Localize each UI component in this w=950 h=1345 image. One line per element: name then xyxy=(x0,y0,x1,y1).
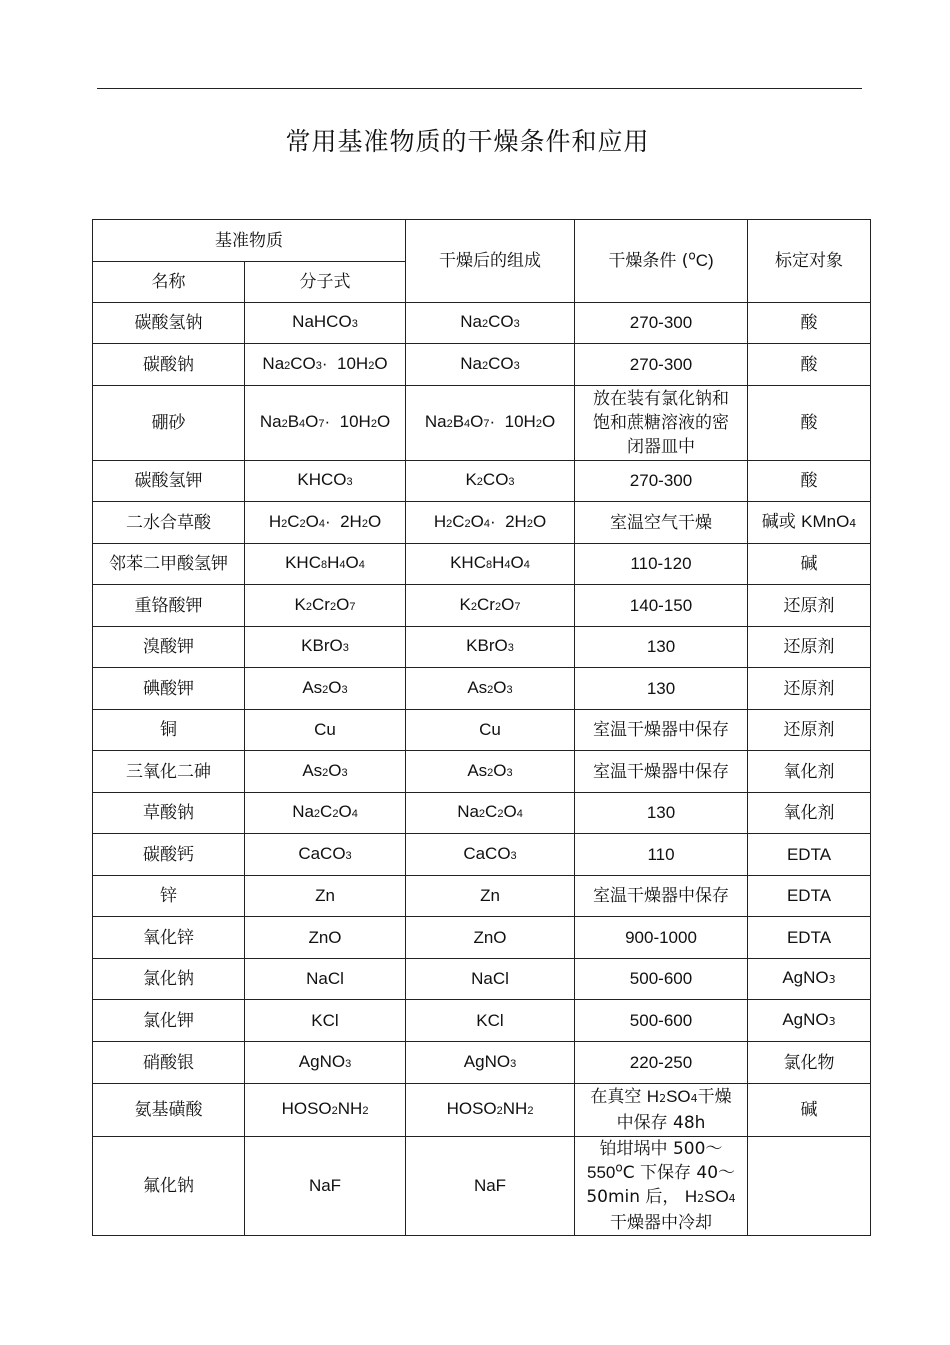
cell-cond: 130 xyxy=(575,627,748,668)
table-row xyxy=(93,1042,871,1084)
cell-dried: ZnO xyxy=(406,917,575,959)
cell-name: 氟化钠 xyxy=(93,1137,245,1236)
cell-target: 还原剂 xyxy=(748,585,871,627)
cell-dried: K2Cr2O7 xyxy=(406,585,575,627)
cell-dried: As2O3 xyxy=(406,668,575,710)
cell-formula: Na2CO3· 10H2O xyxy=(245,344,406,386)
table-row xyxy=(93,876,871,917)
cell-dried: K2CO3 xyxy=(406,461,575,502)
cell-cond: 室温空气干燥 xyxy=(575,502,748,544)
cell-dried: KBrO3 xyxy=(406,627,575,668)
cell-dried: Na2CO3 xyxy=(406,344,575,386)
cell-formula: NaHCO3 xyxy=(245,303,406,344)
cell-formula: As2O3 xyxy=(245,668,406,710)
cell-formula: KHC8H4O4 xyxy=(245,544,406,585)
cell-cond: 270-300 xyxy=(575,344,748,386)
cell-cond: 110 xyxy=(575,834,748,876)
cell-target: AgNO3 xyxy=(748,1000,871,1042)
table-row xyxy=(93,461,871,502)
cell-name: 碳酸氢钠 xyxy=(93,303,245,344)
cell-cond: 270-300 xyxy=(575,461,748,502)
table-row xyxy=(93,1137,871,1236)
cell-name: 氯化钾 xyxy=(93,1000,245,1042)
cell-name: 氧化锌 xyxy=(93,917,245,959)
cell-formula: Cu xyxy=(245,710,406,751)
drying-conditions-table xyxy=(92,219,871,1236)
table-row xyxy=(93,793,871,834)
table-row xyxy=(93,344,871,386)
header-name: 名称 xyxy=(93,262,245,303)
table-row xyxy=(93,959,871,1000)
cell-cond: 500-600 xyxy=(575,959,748,1000)
table-row xyxy=(93,386,871,461)
cell-name: 溴酸钾 xyxy=(93,627,245,668)
cell-cond: 室温干燥器中保存 xyxy=(575,710,748,751)
cell-target: 氧化剂 xyxy=(748,793,871,834)
cell-dried: Zn xyxy=(406,876,575,917)
top-rule xyxy=(97,88,862,89)
cell-dried: NaCl xyxy=(406,959,575,1000)
cell-target: EDTA xyxy=(748,834,871,876)
cell-formula: KHCO3 xyxy=(245,461,406,502)
cell-name: 二水合草酸 xyxy=(93,502,245,544)
cell-target: 酸 xyxy=(748,344,871,386)
cell-name: 硝酸银 xyxy=(93,1042,245,1084)
cell-dried: Na2B4O7· 10H2O xyxy=(406,386,575,461)
cell-formula: KCl xyxy=(245,1000,406,1042)
table-row xyxy=(93,834,871,876)
cell-dried: KCl xyxy=(406,1000,575,1042)
table-row xyxy=(93,1000,871,1042)
header-dried: 干燥后的组成 xyxy=(406,220,575,303)
cell-cond: 900-1000 xyxy=(575,917,748,959)
cell-name: 碳酸氢钾 xyxy=(93,461,245,502)
cell-target: 碱 xyxy=(748,544,871,585)
cell-dried: Cu xyxy=(406,710,575,751)
table-row xyxy=(93,627,871,668)
cell-formula: ZnO xyxy=(245,917,406,959)
cell-name: 碳酸钠 xyxy=(93,344,245,386)
cell-dried: NaF xyxy=(406,1137,575,1236)
cell-target: 氧化剂 xyxy=(748,751,871,793)
cell-target: 酸 xyxy=(748,461,871,502)
cell-formula: HOSO2NH2 xyxy=(245,1084,406,1137)
table-row xyxy=(93,303,871,344)
cell-dried: Na2CO3 xyxy=(406,303,575,344)
cell-name: 铜 xyxy=(93,710,245,751)
cell-name: 三氧化二砷 xyxy=(93,751,245,793)
cell-cond: 110-120 xyxy=(575,544,748,585)
header-row xyxy=(93,220,871,262)
cell-formula: NaF xyxy=(245,1137,406,1236)
table-row xyxy=(93,668,871,710)
cell-formula: CaCO3 xyxy=(245,834,406,876)
cell-target: 碱 xyxy=(748,1084,871,1137)
cell-target: EDTA xyxy=(748,917,871,959)
page-title: 常用基准物质的干燥条件和应用 xyxy=(285,127,650,156)
cell-formula: As2O3 xyxy=(245,751,406,793)
cell-name: 氨基磺酸 xyxy=(93,1084,245,1137)
cell-cond: 130 xyxy=(575,793,748,834)
header-group: 基准物质 xyxy=(93,220,406,262)
cell-target: EDTA xyxy=(748,876,871,917)
cell-name: 锌 xyxy=(93,876,245,917)
header-formula: 分子式 xyxy=(245,262,406,303)
cell-target xyxy=(748,1137,871,1236)
cell-formula: Zn xyxy=(245,876,406,917)
cell-cond: 在真空 H2SO4干燥 中保存 48h xyxy=(575,1084,748,1137)
cell-cond: 铂坩埚中 500～ 550$^o$C 下保存 40～ 50min 后， H2SO4 干燥器中冷却 xyxy=(575,1137,748,1236)
table-row xyxy=(93,710,871,751)
cell-formula: Na2C2O4 xyxy=(245,793,406,834)
table-row xyxy=(93,1084,871,1137)
cell-cond: 500-600 xyxy=(575,1000,748,1042)
cell-dried: H2C2O4· 2H2O xyxy=(406,502,575,544)
table-row xyxy=(93,544,871,585)
cell-cond: 室温干燥器中保存 xyxy=(575,751,748,793)
cell-target: 还原剂 xyxy=(748,627,871,668)
cell-dried: CaCO3 xyxy=(406,834,575,876)
cell-dried: Na2C2O4 xyxy=(406,793,575,834)
table-row xyxy=(93,502,871,544)
cell-name: 氯化钠 xyxy=(93,959,245,1000)
cell-dried: KHC8H4O4 xyxy=(406,544,575,585)
header-cond: 干燥条件 ($^o$C) xyxy=(575,220,748,303)
table-row xyxy=(93,751,871,793)
table-row xyxy=(93,917,871,959)
cell-formula: H2C2O4· 2H2O xyxy=(245,502,406,544)
cell-target: AgNO3 xyxy=(748,959,871,1000)
cell-formula: AgNO3 xyxy=(245,1042,406,1084)
cell-target: 碱或 KMnO4 xyxy=(748,502,871,544)
cell-dried: AgNO3 xyxy=(406,1042,575,1084)
cell-dried: HOSO2NH2 xyxy=(406,1084,575,1137)
cell-name: 碘酸钾 xyxy=(93,668,245,710)
header-target: 标定对象 xyxy=(748,220,871,303)
cell-formula: KBrO3 xyxy=(245,627,406,668)
cell-cond: 放在装有氯化钠和饱和蔗糖溶液的密闭器皿中 xyxy=(575,386,748,461)
cell-target: 酸 xyxy=(748,386,871,461)
cell-cond: 220-250 xyxy=(575,1042,748,1084)
cell-target: 还原剂 xyxy=(748,710,871,751)
cell-formula: Na2B4O7· 10H2O xyxy=(245,386,406,461)
cell-target: 氯化物 xyxy=(748,1042,871,1084)
cell-formula: NaCl xyxy=(245,959,406,1000)
cell-target: 还原剂 xyxy=(748,668,871,710)
cell-name: 邻苯二甲酸氢钾 xyxy=(93,544,245,585)
cell-cond: 140-150 xyxy=(575,585,748,627)
cell-cond: 室温干燥器中保存 xyxy=(575,876,748,917)
cell-cond: 130 xyxy=(575,668,748,710)
cell-name: 硼砂 xyxy=(93,386,245,461)
cell-target: 酸 xyxy=(748,303,871,344)
cell-dried: As2O3 xyxy=(406,751,575,793)
cell-cond: 270-300 xyxy=(575,303,748,344)
cell-name: 重铬酸钾 xyxy=(93,585,245,627)
table-row xyxy=(93,585,871,627)
cell-name: 碳酸钙 xyxy=(93,834,245,876)
cell-name: 草酸钠 xyxy=(93,793,245,834)
cell-formula: K2Cr2O7 xyxy=(245,585,406,627)
